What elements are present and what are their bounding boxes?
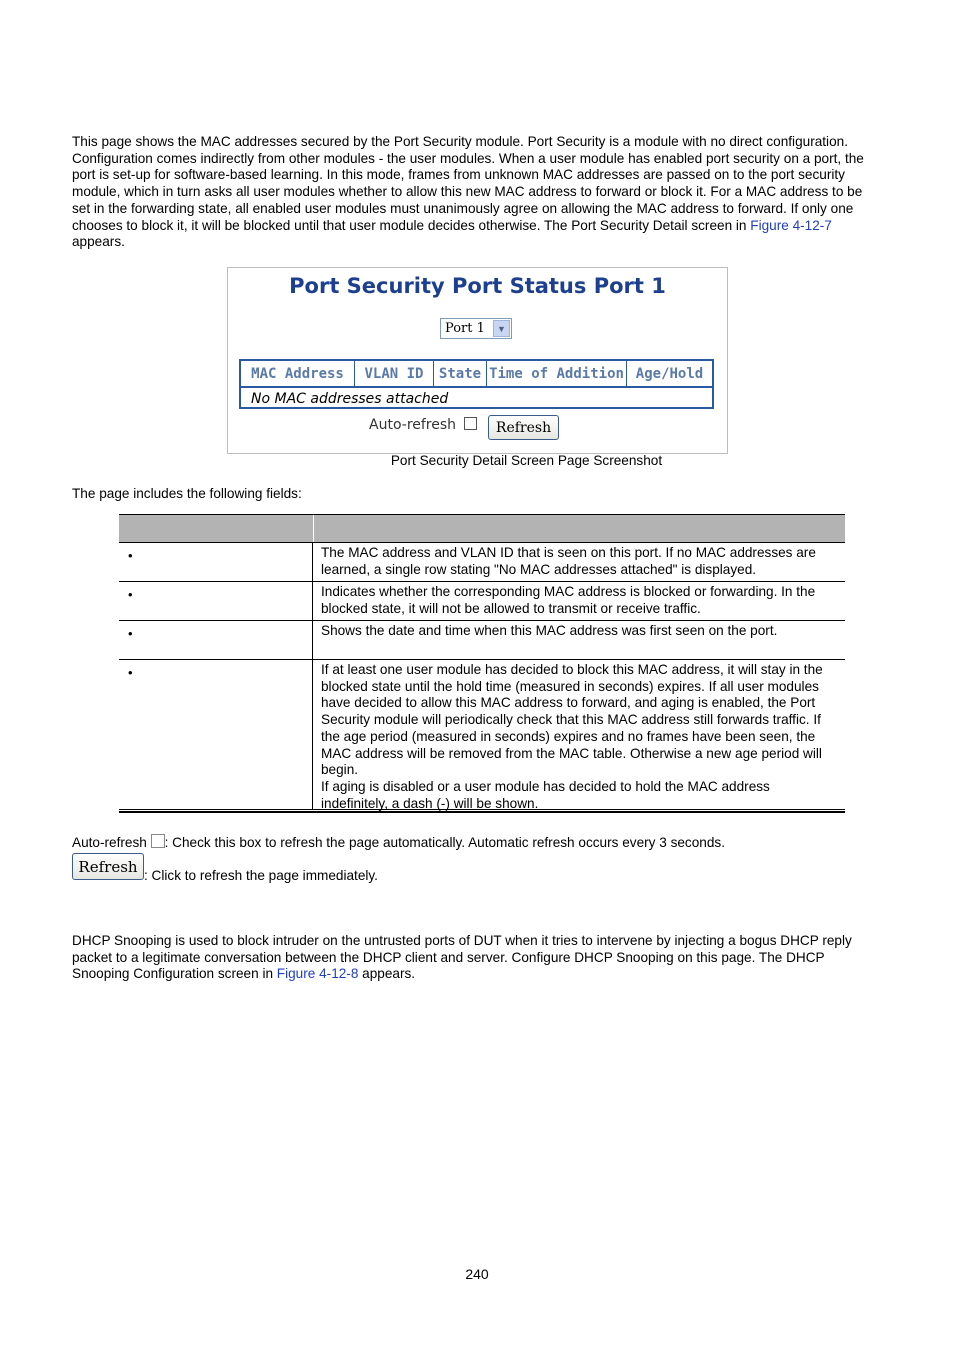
figure-caption: Port Security Detail Screen Page Screenshot	[390, 453, 663, 468]
fields-table	[119, 514, 845, 813]
field-description: The MAC address and VLAN ID that is seen on this port. If no MAC addresses are learned, a single row stating "No MAC addresses attached" is displayed.	[321, 545, 816, 577]
table-row	[119, 543, 845, 582]
fields-intro: The page includes the following fields:	[72, 486, 302, 501]
bullet: •	[128, 587, 133, 602]
table-row	[119, 660, 845, 810]
mac-status-table-header	[241, 361, 712, 388]
dhcp-paragraph: DHCP Snooping is used to block intruder on the untrusted ports of DUT when it tries to intervene by injecting a bogus DHCP reply packet to a legitimate conversation between the DHCP client and server. Configure DHCP Snooping on this page. The DHCP Snooping Configuration screen in Figure 4-12-8 appears.	[72, 933, 852, 982]
intro-paragraph: This page shows the MAC addresses secured by the Port Security module. Port Security is a module with no direct configuration. Configuration comes indirectly from other modules - the user modules. When a user module has enabled port security on a port, the port is set-up for software-based learning. In this mode, frames from unknown MAC addresses are passed on to the port security module, which in turn asks all user modules whether to allow this new MAC address to forward or block it. For a MAC address to be set in the forwarding state, all enabled user modules must unanimously agree on allowing the MAC address to forward. If only one chooses to block it, it will be blocked until that user module decides otherwise. The Port Security Detail screen in Figure 4-12-7 appears.	[72, 134, 864, 250]
checkbox-icon	[151, 834, 165, 848]
port-select[interactable]	[440, 318, 512, 339]
field-description: Indicates whether the corresponding MAC address is blocked or forwarding. In the blocked state, it will not be allowed to transmit or receive traffic.	[321, 584, 816, 616]
fields-table-header	[119, 514, 845, 543]
auto-refresh-checkbox[interactable]	[464, 417, 477, 430]
col-state: State	[434, 361, 487, 386]
port-select-value: Port 1	[445, 321, 485, 336]
table-row	[119, 621, 845, 660]
figure-link[interactable]: Figure 4-12-7	[750, 217, 832, 233]
port-security-screenshot	[227, 267, 728, 454]
chevron-down-icon[interactable]: ▼	[493, 320, 510, 337]
figure-link[interactable]: Figure 4-12-8	[276, 966, 359, 982]
empty-row: No MAC addresses attached	[251, 391, 449, 407]
col-mac-address: MAC Address	[241, 361, 355, 386]
bullet: •	[128, 665, 133, 680]
col-age-hold: Age/Hold	[635, 365, 704, 382]
field-description: If at least one user module has decided to block this MAC address, it will stay in the blocked state until the hold time (measured in seconds) expires. If all user modules have decided to allow this MAC address to forward, and aging is enabled, the Port Security module will periodically check that this MAC address still forwards traffic. If the age period (measured in seconds) expires and no frames have been seen, the MAC address will be removed from the MAC table. Otherwise a new age period will begin. If aging is disabled or a user module has decided to hold the MAC address indefinitely, a dash (-) will be shown.	[321, 662, 823, 811]
mac-status-table	[239, 359, 714, 409]
col-time-of-addition: Time of Addition	[487, 361, 627, 386]
refresh-button[interactable]: Refresh	[488, 415, 559, 440]
screenshot-title: Port Security Port Status Port 1	[289, 274, 666, 298]
page-number: 240	[465, 1266, 489, 1282]
refresh-button-image: Refresh	[72, 853, 144, 880]
auto-refresh-label: Auto-refresh	[369, 417, 457, 433]
bullet: •	[128, 626, 133, 641]
bullet: •	[128, 548, 133, 563]
col-vlan-id: VLAN ID	[355, 361, 434, 386]
field-description: Shows the date and time when this MAC address was first seen on the port.	[321, 623, 778, 638]
table-row	[119, 582, 845, 621]
auto-refresh-description: Auto-refresh : Check this box to refresh the page automatically. Automatic refresh occurs every 3 seconds.	[72, 835, 725, 850]
refresh-description: : Click to refresh the page immediately.	[144, 868, 378, 883]
